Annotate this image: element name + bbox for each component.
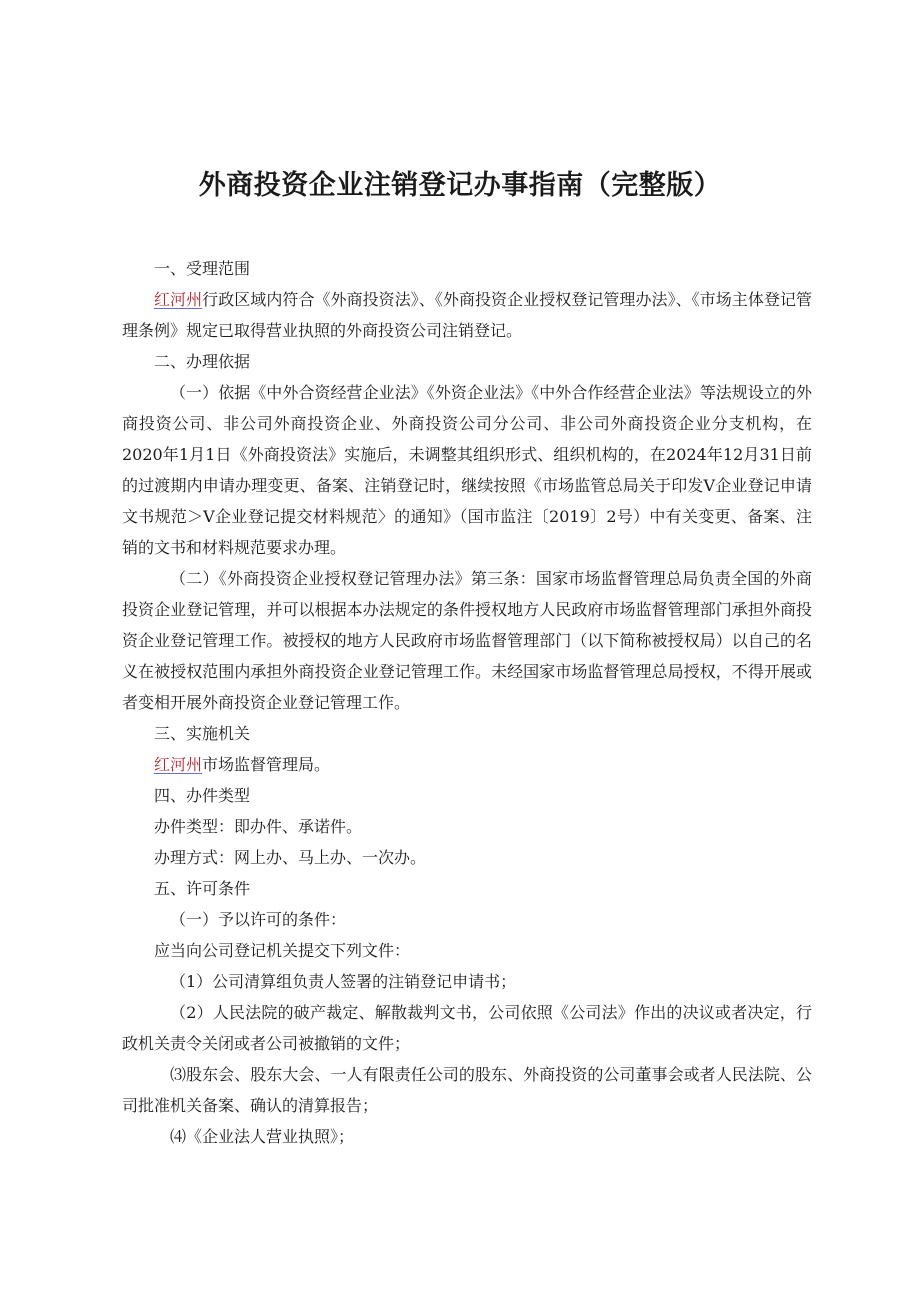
section-heading-scope: 一、受理范围 bbox=[154, 259, 251, 278]
section-heading-case-type: 四、办件类型 bbox=[154, 786, 251, 805]
paragraph-basis-1: （一）依据《中外合资经营企业法》《外资企业法》《中外合作经营企业法》等法规设立的外商投资公司、非公司外商投资企业、外商投资公司分公司、非公司外商投资企业分支机构，在2020年1月1日《外商投资法》实施后，未调整其组织形式、组织机构的，在2024年12月31日前的过渡期内申请办理变更、备案、注销登记时，继续按照《市场监管总局关于印发V企业登记申请文书规范＞V企业登记提交材料规范〉的通知》（国市监注〔2019〕2号）中有关变更、备案、注销的文书和材料规范要求办理。 bbox=[122, 383, 812, 557]
list-item-1: （1）公司清算组负责人签署的注销登记申请书； bbox=[170, 972, 517, 991]
paragraph-scope bbox=[122, 284, 812, 346]
place-name-link[interactable]: 红河州 bbox=[154, 755, 203, 774]
paragraph-handling-method: 办理方式：网上办、马上办、一次办。 bbox=[154, 848, 427, 867]
paragraph-documents-intro: 应当向公司登记机关提交下列文件： bbox=[154, 941, 411, 960]
document-body bbox=[122, 253, 812, 1152]
paragraph-authority bbox=[122, 749, 812, 780]
subheading-approval-conditions: （一）予以许可的条件： bbox=[170, 910, 347, 929]
paragraph-case-type: 办件类型：即办件、承诺件。 bbox=[154, 817, 363, 836]
paragraph-authority-text: 市场监督管理局。 bbox=[202, 755, 331, 774]
section-heading-authority: 三、实施机关 bbox=[154, 724, 251, 743]
paragraph-basis-2: （二）《外商投资企业授权登记管理办法》第三条：国家市场监督管理总局负责全国的外商投资企业登记管理，并可以根据本办法规定的条件授权地方人民政府市场监督管理部门承担外商投资企业登记管理工作。被授权的地方人民政府市场监督管理部门（以下简称被授权局）以自己的名义在被授权范围内承担外商投资企业登记管理工作。未经国家市场监督管理总局授权，不得开展或者变相开展外商投资企业登记管理工作。 bbox=[122, 569, 812, 712]
list-item-2: （2）人民法院的破产裁定、解散裁判文书，公司依照《公司法》作出的决议或者决定，行政机关责令关闭或者公司被撤销的文件； bbox=[122, 1003, 812, 1053]
document-title: 外商投资企业注销登记办事指南（完整版） bbox=[198, 170, 722, 201]
paragraph-scope-text: 行政区域内符合《外商投资法》、《外商投资企业授权登记管理办法》、《市场主体登记管理条例》规定已取得营业执照的外商投资公司注销登记。 bbox=[122, 290, 812, 340]
list-item-4: ⑷《企业法人营业执照》； bbox=[170, 1127, 355, 1146]
section-heading-conditions: 五、许可条件 bbox=[154, 879, 251, 898]
list-item-3: ⑶股东会、股东大会、一人有限责任公司的股东、外商投资的公司董事会或者人民法院、公司批准机关备案、确认的清算报告； bbox=[122, 1065, 812, 1115]
place-name-link[interactable]: 红河州 bbox=[154, 290, 203, 309]
section-heading-basis: 二、办理依据 bbox=[154, 352, 251, 371]
